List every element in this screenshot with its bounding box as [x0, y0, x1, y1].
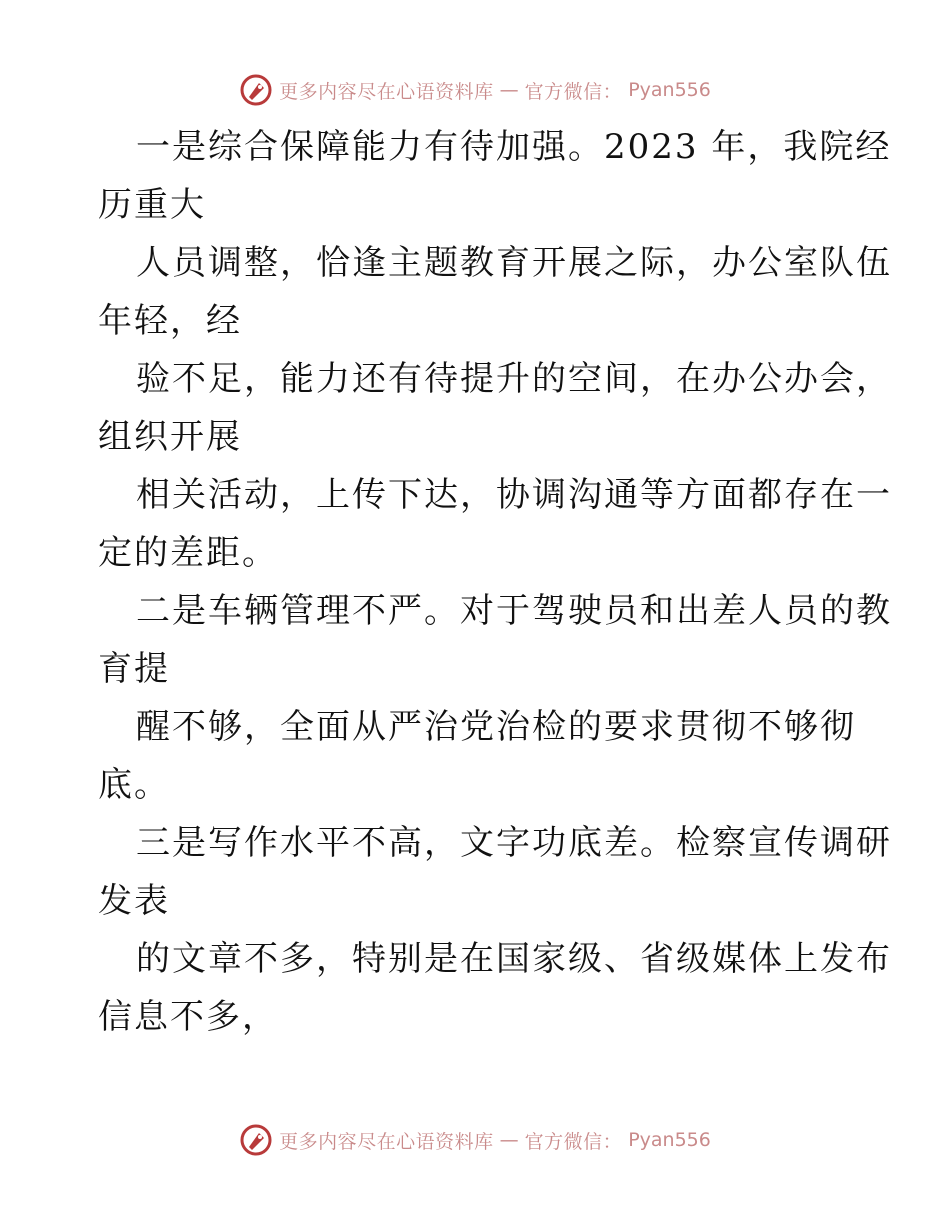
- footer-watermark: [0, 1120, 950, 1160]
- paragraph: [98, 814, 892, 930]
- pen-nib-logo-icon: [239, 1123, 273, 1157]
- watermark-label: 官方微信：: [524, 1130, 623, 1153]
- paragraph-line: 历重大: [98, 185, 206, 225]
- paragraph-line: 验不足，能力还有待提升的空间，在办公办会，: [136, 359, 892, 399]
- paragraph-line: 育提: [98, 649, 170, 689]
- paragraph-line: 底。: [98, 765, 170, 805]
- watermark-text: 更多内容尽在心语资料库: [279, 1130, 494, 1153]
- paragraph-line: 人员调整，恰逢主题教育开展之际，办公室队伍: [136, 243, 892, 283]
- paragraph-line: 的文章不多，特别是在国家级、省级媒体上发布: [136, 939, 892, 979]
- paragraph: [98, 930, 892, 1046]
- pen-nib-logo-icon: [239, 73, 273, 107]
- paragraph: [98, 698, 858, 814]
- paragraph: [98, 234, 892, 350]
- watermark-text: 更多内容尽在心语资料库: [279, 80, 494, 103]
- paragraph-line: 二是车辆管理不严。对于驾驶员和出差人员的教: [136, 591, 892, 631]
- paragraph: [98, 118, 892, 234]
- document-body: [98, 118, 892, 1046]
- watermark-separator: —: [499, 1129, 519, 1151]
- watermark-separator: —: [499, 79, 519, 101]
- paragraph-line: 醒不够，全面从严治党治检的要求贯彻不够彻: [136, 707, 856, 747]
- paragraph: [98, 582, 892, 698]
- watermark-id: Pyan556: [628, 79, 711, 101]
- watermark-label: 官方微信：: [524, 80, 623, 103]
- paragraph: [98, 466, 892, 582]
- paragraph-line: 信息不多，: [98, 997, 278, 1037]
- header-watermark: [0, 70, 950, 110]
- paragraph-line: 年轻，经: [98, 301, 242, 341]
- paragraph-line: 定的差距。: [98, 533, 278, 573]
- paragraph-line: 组织开展: [98, 417, 242, 457]
- paragraph-line: 一是综合保障能力有待加强。2023 年，我院经: [136, 127, 892, 167]
- paragraph-line: 相关活动，上传下达，协调沟通等方面都存在一: [136, 475, 892, 515]
- watermark-id: Pyan556: [628, 1129, 711, 1151]
- paragraph-line: 发表: [98, 881, 170, 921]
- paragraph: [98, 350, 892, 466]
- paragraph-line: 三是写作水平不高，文字功底差。检察宣传调研: [136, 823, 892, 863]
